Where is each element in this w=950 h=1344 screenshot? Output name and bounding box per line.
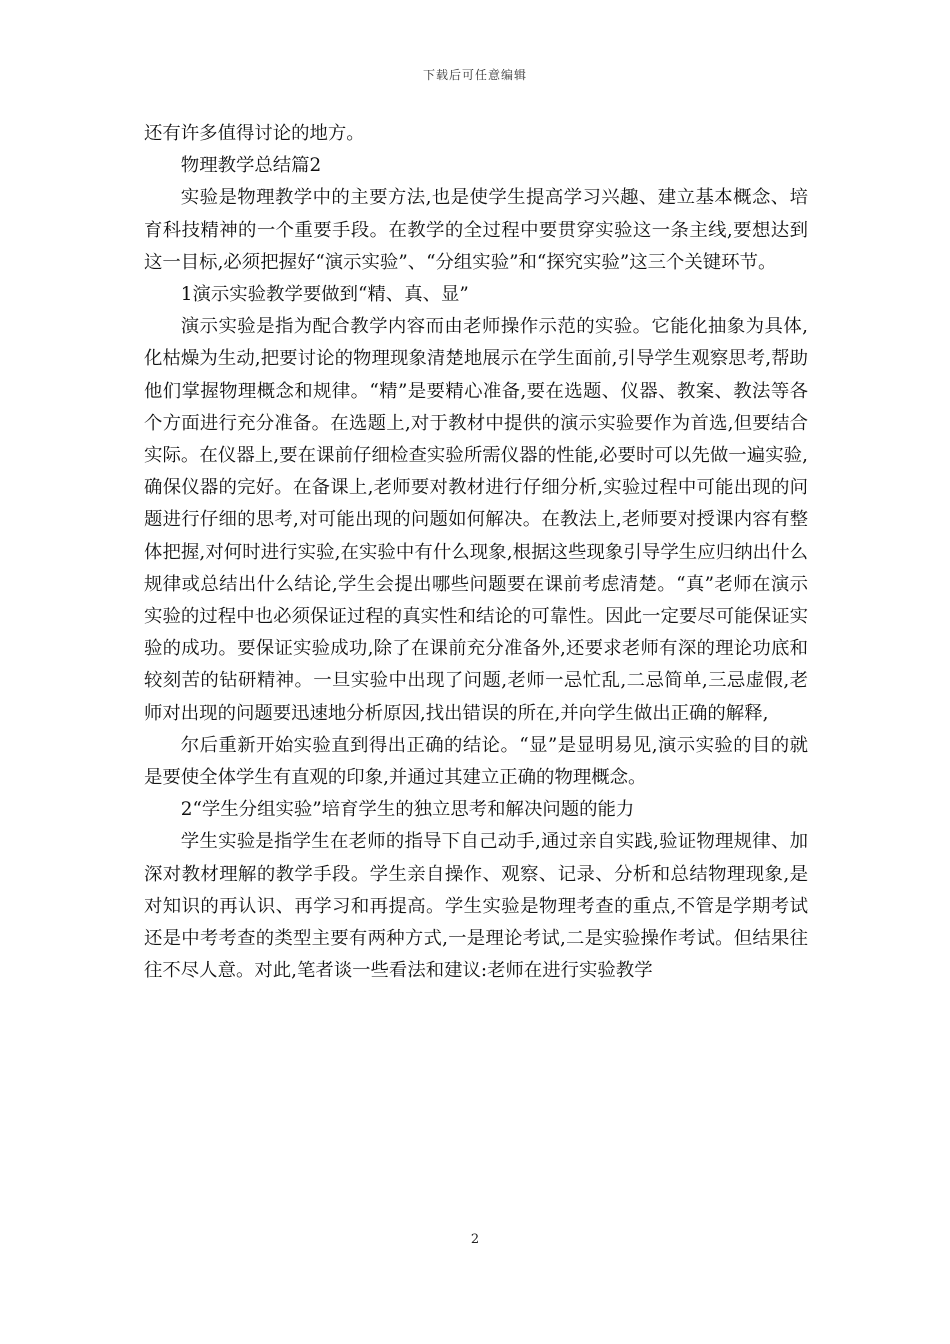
paragraph-demo-conclusion: 尔后重新开始实验直到得出正确的结论。“显”是显明易见,演示实验的目的就是要使全体学生有直观的印象,并通过其建立正确的物理概念。 xyxy=(144,734,808,789)
paragraph-continuation: 还有许多值得讨论的地方。 xyxy=(144,123,365,144)
section-title: 物理教学总结篇2 xyxy=(180,155,322,177)
document-body xyxy=(144,118,808,987)
page-number: 2 xyxy=(470,1232,480,1247)
subheading-group-experiment: 2“学生分组实验”培育学生的独立思考和解决问题的能力 xyxy=(180,799,635,821)
page-header: 下载后可任意编辑 xyxy=(422,68,527,82)
paragraph-intro: 实验是物理教学中的主要方法,也是使学生提高学习兴趣、建立基本概念、培育科技精神的一个重要手段。在教学的全过程中要贯穿实验这一条主线,要想达到这一目标,必须把握好“演示实验”、“分组实验”和“探究实验”这三个关键环节。 xyxy=(144,187,808,273)
subheading-demo-experiment: 1演示实验教学要做到“精、真、显” xyxy=(180,284,469,306)
paragraph-demo-experiment: 演示实验是指为配合教学内容而由老师操作示范的实验。它能化抽象为具体,化枯燥为生动,把要讨论的物理现象清楚地展示在学生面前,引导学生观察思考,帮助他们掌握物理概念和规律。“精”是要精心准备,要在选题、仪器、教案、教法等各个方面进行充分准备。在选题上,对于教材中提供的演示实验要作为首选,但要结合实际。在仪器上,要在课前仔细检查实验所需仪器的性能,必要时可以先做一遍实验,确保仪器的完好。在备课上,老师要对教材进行仔细分析,实验过程中可能出现的问题进行仔细的思考,对可能出现的问题如何解决。在教法上,老师要对授课内容有整体把握,对何时进行实验,在实验中有什么现象,根据这些现象引导学生应归纳出什么规律或总结出什么结论,学生会提出哪些问题要在课前考虑清楚。“真”老师在演示实验的过程中也必须保证过程的真实性和结论的可靠性。因此一定要尽可能保证实验的成功。要保证实验成功,除了在课前充分准备外,还要求老师有深的理论功底和较刻苦的钻研精神。一旦实验中出现了问题,老师一忌忙乱,二忌简单,三忌虚假,老师对出现的问题要迅速地分析原因,找出错误的所在,并向学生做出正确的解释, xyxy=(144,316,808,724)
paragraph-group-experiment: 学生实验是指学生在老师的指导下自己动手,通过亲自实践,验证物理规律、加深对教材理解的教学手段。学生亲自操作、观察、记录、分析和总结物理现象,是对知识的再认识、再学习和再提高。学生实验是物理考查的重点,不管是学期考试还是中考考查的类型主要有两种方式,一是理论考试,二是实验操作考试。但结果往往不尽人意。对此,笔者谈一些看法和建议:老师在进行实验教学 xyxy=(144,831,808,982)
